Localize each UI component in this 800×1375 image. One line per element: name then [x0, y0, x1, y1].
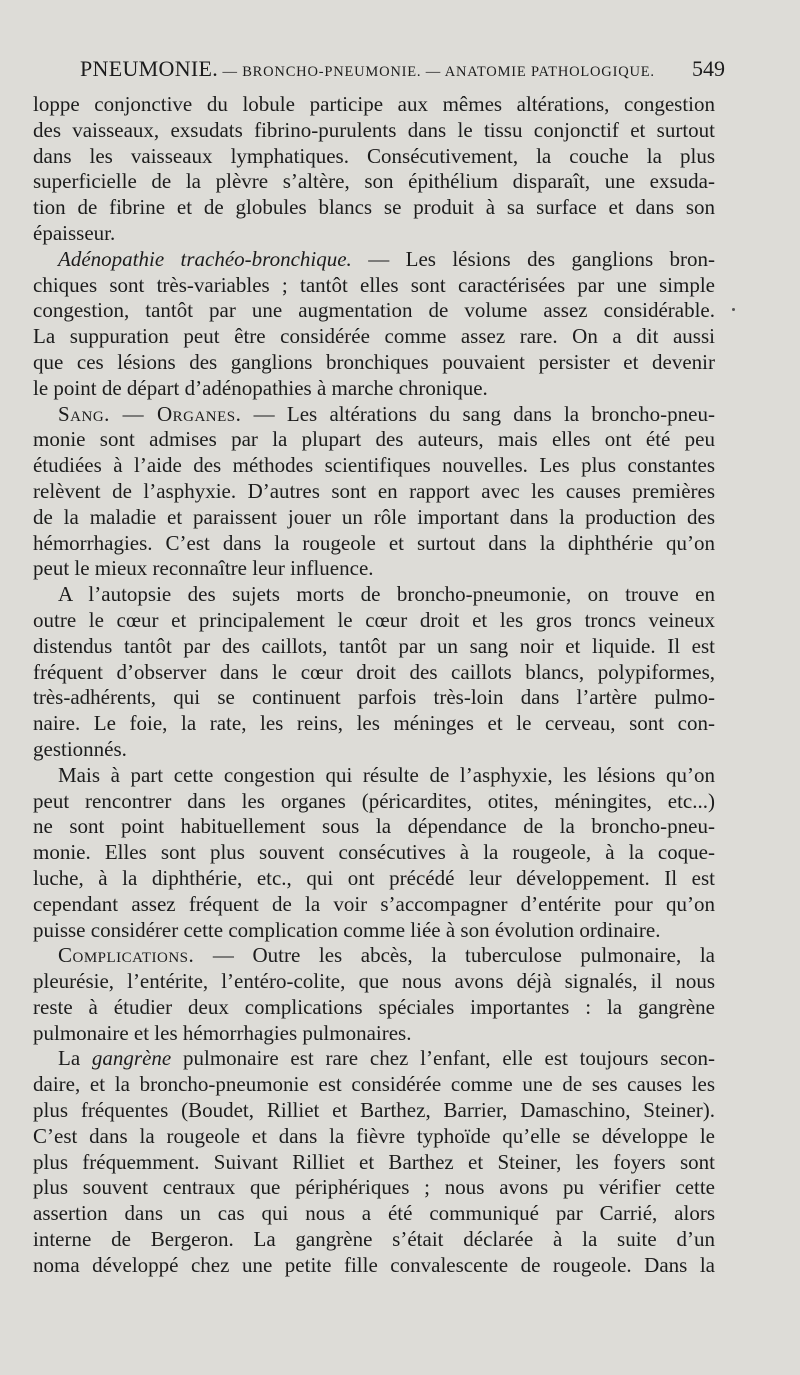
line-text: plus souvent centraux que périphériques ; nous avons pu vérifier cette [33, 1175, 715, 1200]
text-line [33, 711, 715, 737]
text-line [33, 582, 715, 608]
line-text: — Les altérations du sang dans la broncho-pneu- [241, 401, 715, 426]
text-line [33, 1046, 715, 1072]
text-line [33, 324, 715, 350]
line-text: loppe conjonctive du lobule participe aux mêmes altérations, congestion [33, 92, 715, 116]
running-header [80, 56, 725, 84]
line-text: assertion dans un cas qui nous a été communiqué par Carrié, alors [33, 1201, 715, 1226]
text-line [33, 737, 715, 763]
line-text: peut le mieux reconnaître leur influence. [33, 556, 374, 581]
text-line [33, 1150, 715, 1176]
text-line [33, 634, 715, 660]
text-line [33, 169, 715, 195]
text-line [33, 814, 715, 840]
text-line [33, 763, 715, 789]
text-line [33, 608, 715, 634]
italic-term: Adénopathie trachéo-bronchique. [58, 246, 352, 271]
text-line [33, 221, 715, 247]
page-number: 549 [692, 56, 725, 81]
line-text: de la maladie et paraissent jouer un rôle important dans la production des [33, 504, 715, 529]
text-line [33, 427, 715, 453]
text-line [33, 1253, 715, 1279]
margin-speck [732, 308, 735, 311]
line-text: plus fréquentes (Boudet, Rilliet et Barthez, Barrier, Damaschino, Steiner). [33, 1098, 715, 1123]
line-text: plus fréquemment. Suivant Rilliet et Barthez et Steiner, les foyers sont [33, 1149, 715, 1174]
text-line [33, 918, 715, 944]
line-text: que ces lésions des ganglions bronchiques pouvaient persister et devenir [33, 349, 715, 374]
line-text: puisse considérer cette complication comme liée à son évolution ordinaire. [33, 917, 661, 942]
section-heading: Sang. — Organes. [58, 401, 242, 426]
text-line [33, 969, 715, 995]
text-line [33, 247, 715, 273]
text-line [33, 840, 715, 866]
line-text: pulmonaire est rare chez l’enfant, elle est toujours secon- [171, 1046, 715, 1071]
text-line [33, 866, 715, 892]
line-text: Mais à part cette congestion qui résulte de l’asphyxie, les lésions qu’on [58, 762, 715, 787]
page-body-text [33, 92, 715, 1279]
text-line [33, 92, 715, 118]
line-text: gestionnés. [33, 736, 127, 761]
line-text: naire. Le foie, la rate, les reins, les méninges et le cerveau, sont con- [33, 711, 715, 736]
running-title-sub: — BRONCHO-PNEUMONIE. — ANATOMIE PATHOLOGIQUE. [218, 64, 655, 80]
text-line [33, 453, 715, 479]
text-line [33, 402, 715, 428]
text-line [33, 1072, 715, 1098]
line-text: pulmonaire et les hémorrhagies pulmonaires. [33, 1020, 412, 1045]
line-text: A l’autopsie des sujets morts de broncho-pneumonie, on trouve en [58, 582, 715, 607]
line-text: relèvent de l’asphyxie. D’autres sont en rapport avec les causes premières [33, 478, 715, 503]
text-line [33, 1201, 715, 1227]
line-text: chiques sont très-variables ; tantôt elles sont caractérisées par une simple [33, 272, 715, 297]
running-title [80, 56, 655, 82]
text-line [33, 1098, 715, 1124]
text-line [33, 1175, 715, 1201]
line-text: le point de départ d’adénopathies à marche chronique. [33, 375, 488, 400]
text-line [33, 195, 715, 221]
text-line [33, 273, 715, 299]
text-line [33, 995, 715, 1021]
text-line [33, 1227, 715, 1253]
text-line [33, 892, 715, 918]
line-text: peut rencontrer dans les organes (péricardites, otites, méningites, etc...) [33, 788, 715, 813]
text-line [33, 505, 715, 531]
text-line [33, 376, 715, 402]
text-line [33, 118, 715, 144]
text-line [33, 685, 715, 711]
line-text: outre le cœur et principalement le cœur droit et les gros troncs veineux [33, 607, 715, 632]
running-title-main: PNEUMONIE. [80, 56, 219, 81]
text-line [33, 660, 715, 686]
text-line [33, 1021, 715, 1047]
text-line [33, 943, 715, 969]
line-text: daire, et la broncho-pneumonie est considérée comme une de ses causes les [33, 1072, 715, 1097]
line-text: — Les lésions des ganglions bron- [351, 246, 715, 271]
text-line [33, 350, 715, 376]
line-text: tion de fibrine et de globules blancs se produit à sa surface et dans son [33, 195, 715, 220]
line-text: monie sont admises par la plupart des auteurs, mais elles ont été peu [33, 427, 715, 452]
line-text: étudiées à l’aide des méthodes scientifiques nouvelles. Les plus constantes [33, 453, 715, 478]
line-text: La suppuration peut être considérée comme assez rare. On a dit aussi [33, 324, 715, 349]
text-line [33, 531, 715, 557]
line-text: superficielle de la plèvre s’altère, son épithélium disparaît, une exsuda- [33, 169, 715, 194]
text-line [33, 298, 715, 324]
line-text: distendus tantôt par des caillots, tantôt par un sang noir et liquide. Il est [33, 633, 715, 658]
text-line [33, 789, 715, 815]
line-text: reste à étudier deux complications spéciales importantes : la gangrène [33, 994, 715, 1019]
line-text: — Outre les abcès, la tuberculose pulmonaire, la [194, 943, 715, 968]
line-text: interne de Bergeron. La gangrène s’était déclarée à la suite d’un [33, 1227, 715, 1252]
line-text: noma développé chez une petite fille convalescente de rougeole. Dans la [33, 1252, 715, 1277]
line-text: C’est dans la rougeole et dans la fièvre typhoïde qu’elle se développe le [33, 1123, 715, 1148]
line-text: pleurésie, l’entérite, l’entéro-colite, que nous avons déjà signalés, il nous [33, 969, 715, 994]
line-text: ne sont point habituellement sous la dépendance de la broncho-pneu- [33, 814, 715, 839]
text-line [33, 1124, 715, 1150]
text-line [33, 479, 715, 505]
italic-term: gangrène [91, 1046, 172, 1071]
line-text: monie. Elles sont plus souvent consécutives à la rougeole, à la coque- [33, 840, 715, 865]
line-text: congestion, tantôt par une augmentation de volume assez considérable. [33, 298, 715, 323]
line-text: hémorrhagies. C’est dans la rougeole et surtout dans la diphthérie qu’on [33, 530, 715, 555]
text-line [33, 556, 715, 582]
line-text: fréquent d’observer dans le cœur droit des caillots blancs, polypiformes, [33, 659, 715, 684]
line-text: très-adhérents, qui se continuent parfois très-loin dans l’artère pulmo- [33, 685, 715, 710]
section-heading: Complications. [58, 943, 195, 968]
line-text: luche, à la diphthérie, etc., qui ont précédé leur développement. Il est [33, 865, 715, 890]
text-line [33, 144, 715, 170]
line-text: des vaisseaux, exsudats fibrino-purulents dans le tissu conjonctif et surtout [33, 117, 715, 142]
line-text: cependant assez fréquent de la voir s’accompagner d’entérite pour qu’on [33, 891, 715, 916]
line-text: dans les vaisseaux lymphatiques. Consécutivement, la couche la plus [33, 143, 715, 168]
line-prefix: La [58, 1046, 92, 1071]
line-text: épaisseur. [33, 220, 116, 245]
